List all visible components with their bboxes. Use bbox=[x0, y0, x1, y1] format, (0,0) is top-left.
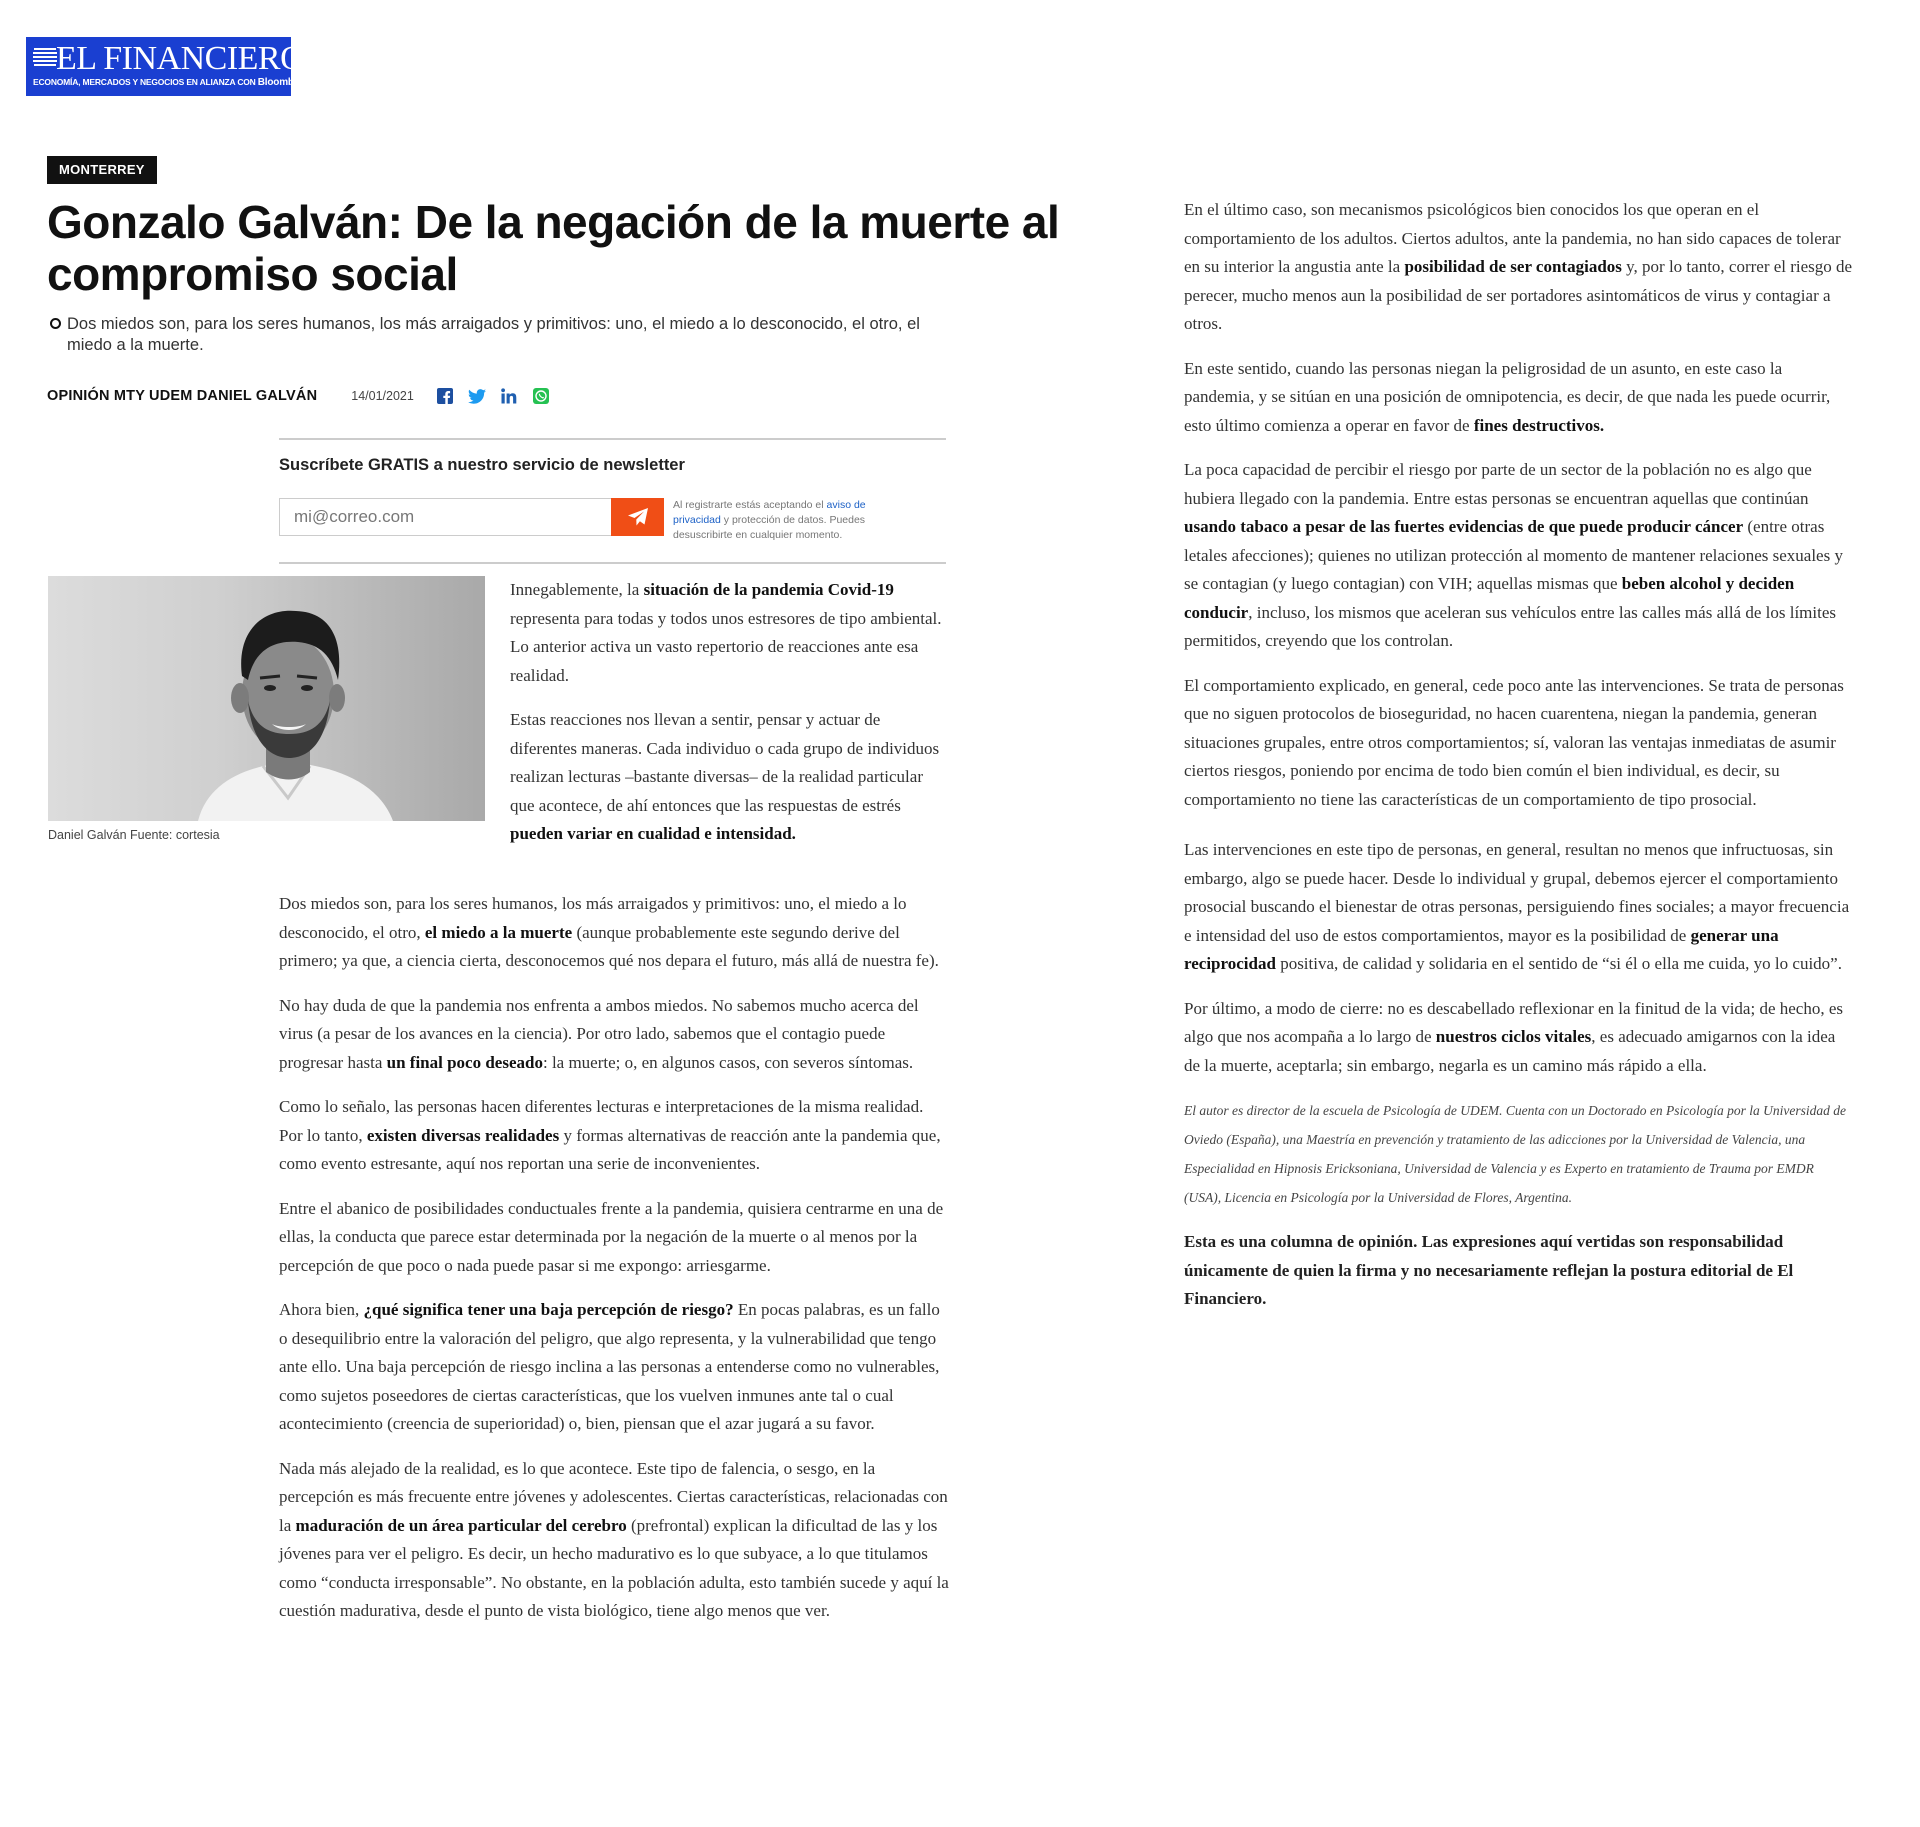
p14-text-a: Por último, a modo de cierre: no es descabellado reflexionar en la finitud de la vida; de hecho, es algo que nos acompaña a lo largo de bbox=[1184, 998, 1843, 1046]
paragraph: El comportamiento explicado, en general, cede poco ante las intervenciones. Se trata de personas que no siguen protocolos de bioseguridad, no hacen cuarentena, niegan la pandemia, generan situaciones grupales, entre otros comportamientos; sí, valoran las ventajas inmediatas de asumir ciertos riesgos, poniendo por encima de todo bien común el bien individual, es decir, su comportamiento no tiene las características de un comportamiento de tipo prosocial. bbox=[1184, 675, 1844, 809]
p10-text-a: En este sentido, cuando las personas niegan la peligrosidad de un asunto, en este caso la pandemia, y se sitúan en una posición de omnipotencia, es decir, de que nada les puede ocurrir, esto último comienza a operar en favor de bbox=[1184, 358, 1831, 435]
p8-highlight: maduración de un área particular del cerebro bbox=[295, 1515, 627, 1535]
article-body-intro bbox=[510, 576, 946, 865]
p14-text-c: , es adecuado amigarnos con la idea de la muerte, aceptarla; sin embargo, negarla es un camino más rápido a ella. bbox=[1184, 1027, 1836, 1075]
p5-highlight: existen diversas realidades bbox=[366, 1125, 560, 1145]
publish-date: 14/01/2021 bbox=[351, 389, 414, 403]
paragraph bbox=[1184, 355, 1854, 441]
p1-text-c: representa para todas y todos unos estresores de tipo ambiental. Lo anterior activa un vasto repertorio de reacciones ante esa realidad. bbox=[510, 608, 942, 685]
p4-text-c: : la muerte; o, en algunos casos, con severos síntomas. bbox=[542, 1052, 914, 1072]
legal-text-post: y protección de datos. Puedes desuscribirte en cualquier momento. bbox=[673, 514, 866, 541]
p5-text-c: y formas alternativas de reacción ante la pandemia que, como evento estresante, aquí nos reportan una serie de inconvenientes. bbox=[279, 1125, 941, 1173]
p2-highlight: pueden variar en cualidad e intensidad. bbox=[510, 824, 796, 843]
facebook-icon[interactable] bbox=[436, 387, 454, 405]
logo-tagline-brand: Bloomberg bbox=[257, 77, 309, 88]
opinion-disclaimer: Esta es una columna de opinión. Las expresiones aquí vertidas son responsabilidad únicamente de quien la firma y no necesariamente reflejan la postura editorial de El Financiero. bbox=[1184, 1232, 1794, 1308]
p11-text-e: , incluso, los mismos que aceleran sus vehículos entre las calles más allá de los límites permitidos, creyendo que los controlan. bbox=[1184, 602, 1837, 650]
paragraph bbox=[279, 890, 949, 976]
logo-tagline-text: ECONOMÍA, MERCADOS Y NEGOCIOS EN ALIANZA CON bbox=[33, 77, 256, 87]
p7-text-c: En pocas palabras, es un fallo o desequilibrio entre la valoración del peligro, que algo representa, y la vulnerabilidad que tengo ante ello. Una baja percepción de riesgo inclina a las personas a entenderse como no vulnerables, como sujetos poseedores de ciertas características, que los vuelven inmunes ante tal o cual acontecimiento (creencia de superioridad) o, bien, piensan que el azar jugará a su favor. bbox=[279, 1300, 940, 1433]
email-input[interactable] bbox=[279, 498, 611, 536]
paragraph bbox=[1184, 836, 1854, 979]
p11-highlight-1: usando tabaco a pesar de las fuertes evidencias de que puede producir cáncer bbox=[1184, 517, 1744, 536]
p7-highlight: ¿qué significa tener una baja percepción de riesgo? bbox=[363, 1300, 734, 1319]
article-summary bbox=[50, 314, 967, 356]
paragraph bbox=[279, 992, 949, 1078]
subscribe-button[interactable] bbox=[611, 498, 664, 536]
p4-highlight: un final poco deseado bbox=[386, 1052, 543, 1072]
paragraph bbox=[510, 706, 946, 849]
legal-text-pre: Al registrarte estás aceptando el bbox=[673, 499, 827, 511]
p9-text-a: En el último caso, son mecanismos psicológicos bien conocidos los que operan en el comportamiento de los adultos. Ciertos adultos, ante la pandemia, no han sido capaces de tolerar en su interior la angustia ante la bbox=[1184, 200, 1841, 276]
newsletter-title: Suscríbete GRATIS a nuestro servicio de newsletter bbox=[279, 456, 685, 474]
p9-highlight: posibilidad de ser contagiados bbox=[1404, 257, 1622, 276]
p8-text-c: (prefrontal) explican la dificultad de las y los jóvenes para ver el peligro. Es decir, un hecho madurativo es lo que subyace, a lo que titulamos como “conducta irresponsable”. No obstante, en la población adulta, esto también sucede y aquí la cuestión madurativa, desde el punto de vista biológico, tiene algo menos que ver. bbox=[279, 1515, 949, 1620]
summary-text: Dos miedos son, para los seres humanos, los más arraigados y primitivos: uno, el miedo a lo desconocido, el otro, el miedo a la muerte. bbox=[67, 315, 920, 354]
p1-highlight: situación de la pandemia Covid-19 bbox=[643, 580, 894, 599]
p11-text-a: La poca capacidad de percibir el riesgo por parte de un sector de la población no es algo que hubiera llegado con la pandemia. Entre estas personas se encuentran aquellas que continúan bbox=[1184, 460, 1812, 508]
p9-text-c: y, por lo tanto, correr el riesgo de perecer, mucho menos aun la posibilidad de ser portadores asintomáticos de virus y contagiar a otros. bbox=[1184, 257, 1853, 333]
paragraph bbox=[1184, 995, 1854, 1081]
newsletter-legal bbox=[673, 498, 913, 543]
section-tag[interactable]: MONTERREY bbox=[47, 156, 157, 184]
author-photo bbox=[48, 576, 485, 821]
send-icon bbox=[627, 507, 649, 527]
author-name[interactable]: OPINIÓN MTY UDEM DANIEL GALVÁN bbox=[47, 388, 318, 404]
share-buttons bbox=[436, 387, 550, 405]
p11-text-c: (entre otras letales afecciones); quienes no utilizan protección al momento de mantener relaciones sexuales y se contagian (y luego contagian) con VIH; aquellas mismas que bbox=[1184, 517, 1843, 593]
p7-text-a: Ahora bien, bbox=[279, 1300, 364, 1319]
photo-caption: Daniel Galván Fuente: cortesia bbox=[48, 828, 220, 842]
p3-text-a: Dos miedos son, para los seres humanos, los más arraigados y primitivos: uno, el miedo a lo desconocido, el otro, bbox=[279, 894, 907, 942]
paragraph bbox=[510, 576, 946, 690]
p14-highlight: nuestros ciclos vitales bbox=[1435, 1027, 1592, 1046]
p3-text-c: (aunque probablemente este segundo derive del primero; ya que, a ciencia cierta, desconocemos qué nos depara el futuro, más allá de nuestra fe). bbox=[279, 922, 939, 970]
paragraph bbox=[279, 1296, 949, 1439]
p5-text-a: Como lo señalo, las personas hacen diferentes lecturas e interpretaciones de la misma realidad. Por lo tanto, bbox=[279, 1097, 924, 1145]
logo-wordmark: EL FINANCIERO bbox=[56, 40, 305, 77]
author-bio: El autor es director de la escuela de Psicología de UDEM. Cuenta con un Doctorado en Psicología por la Universidad de Oviedo (España), una Maestría en prevención y tratamiento de las adicciones por la Universidad de Valencia, una Especialidad en Hipnosis Ericksoniana, Universidad de Valencia y es Experto en tratamiento de Trauma por EMDR (USA), Licencia en Psicología por la Universidad de Flores, Argentina. bbox=[1184, 1103, 1847, 1205]
p3-highlight: el miedo a la muerte bbox=[424, 922, 573, 942]
author-portrait-image bbox=[48, 576, 485, 821]
twitter-icon[interactable] bbox=[468, 387, 486, 405]
logo-tagline bbox=[33, 77, 309, 88]
byline bbox=[47, 385, 550, 407]
bullet-icon bbox=[50, 318, 61, 329]
p8-text-a: Nada más alejado de la realidad, es lo que acontece. Este tipo de falencia, o sesgo, en la percepción es más frecuente entre jóvenes y adolescentes. Ciertas características, relacionadas con la bbox=[279, 1458, 948, 1535]
article-body-left bbox=[279, 890, 949, 1642]
paragraph bbox=[279, 1455, 949, 1626]
p10-highlight: fines destructivos. bbox=[1473, 415, 1605, 435]
article-title: Gonzalo Galván: De la negación de la muerte al compromiso social bbox=[47, 196, 1060, 300]
paragraph bbox=[1184, 456, 1854, 656]
p4-text-a: No hay duda de que la pandemia nos enfrenta a ambos miedos. No sabemos mucho acerca del virus (a pesar de los avances en la ciencia). Por otro lado, sabemos que el contagio puede progresar hasta bbox=[279, 995, 919, 1072]
p13-text-a: Las intervenciones en este tipo de personas, en general, resultan no menos que infructuosas, sin embargo, algo se puede hacer. Desde lo individual y grupal, debemos ejercer el comportamiento prosocial buscando el bienestar de otras personas, persiguiendo fines sociales; a mayor frecuencia e intensidad del uso de estos comportamientos, mayor es la posibilidad de bbox=[1184, 840, 1850, 945]
p13-text-c: positiva, de calidad y solidaria en el sentido de “si él o ella me cuida, yo lo cuido”. bbox=[1275, 954, 1842, 973]
el-financiero-logo[interactable] bbox=[26, 37, 309, 96]
linkedin-icon[interactable] bbox=[500, 387, 518, 405]
whatsapp-icon[interactable] bbox=[532, 387, 550, 405]
p2-text-a: Estas reacciones nos llevan a sentir, pensar y actuar de diferentes maneras. Cada individuo o cada grupo de individuos realizan lecturas –bastante diversas– de la realidad particular que acontece, de ahí entonces que las respuestas de estrés bbox=[510, 710, 940, 815]
p13-highlight: generar una reciprocidad bbox=[1184, 925, 1779, 973]
p11-highlight-2: beben alcohol y deciden conducir bbox=[1184, 574, 1795, 622]
article-body-right bbox=[1184, 196, 1854, 1330]
p1-text-a: Innegablemente, la bbox=[510, 580, 644, 599]
paragraph bbox=[1184, 196, 1854, 339]
privacy-notice-link[interactable]: aviso de privacidad bbox=[673, 499, 866, 526]
newsletter-signup bbox=[279, 438, 946, 564]
paragraph bbox=[279, 1093, 949, 1179]
paragraph: Entre el abanico de posibilidades conductuales frente a la pandemia, quisiera centrarme en una de ellas, la conducta que parece estar determinada por la negación de la muerte o al menos por la percepción de que poco o nada puede pasar si me expongo: arriesgarme. bbox=[279, 1198, 944, 1275]
